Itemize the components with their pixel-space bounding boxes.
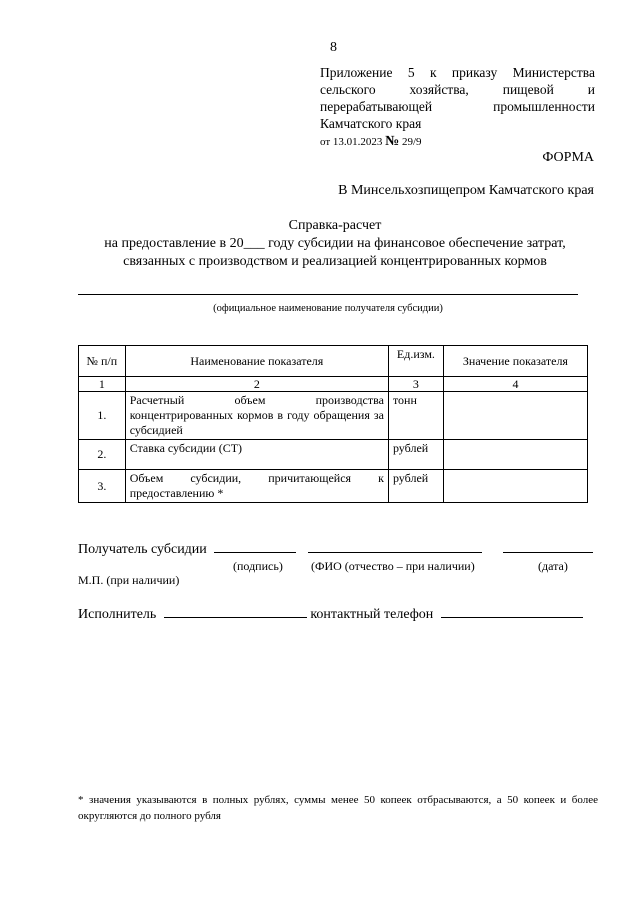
fio-line[interactable] <box>308 540 482 553</box>
phone-line[interactable] <box>441 605 583 618</box>
appendix-line-2: сельского хозяйства, пищевой и <box>320 82 595 97</box>
row-1-name <box>125 392 388 440</box>
column-numbers-row <box>79 377 588 392</box>
row-2-num: 2. <box>79 440 126 470</box>
row-1-value[interactable] <box>443 392 587 440</box>
organization-name-line <box>78 294 578 295</box>
order-date: от 13.01.2023 <box>320 136 383 148</box>
date-line[interactable] <box>503 540 593 553</box>
footnote: * значения указываются в полных рублях, суммы менее 50 копеек отбрасываются, а 50 копеек и более округляются до полного рубля <box>78 794 598 822</box>
appendix-line-1: Приложение 5 к приказу Министерства <box>320 65 595 80</box>
row-1-name-line1: Расчетный объем производства <box>129 393 384 407</box>
page-number: 8 <box>330 40 337 55</box>
executor-line[interactable] <box>164 605 307 618</box>
row-3-name-rest: предоставлению * <box>129 486 224 500</box>
organization-caption: (официальное наименование получателя субсидии) <box>213 303 443 314</box>
appendix-line-4: Камчатского края <box>320 116 422 131</box>
header-value: Значение показателя <box>443 346 587 377</box>
order-number: 29/9 <box>402 136 422 148</box>
signature-line[interactable] <box>214 540 296 553</box>
header-num: № п/п <box>79 346 126 377</box>
row-1-name-rest: концентрированных кормов в году обращения за субсидией <box>129 408 384 437</box>
signature-row <box>78 540 593 558</box>
caption-fio: (ФИО (отчество – при наличии) <box>311 559 475 573</box>
appendix-block <box>320 64 595 151</box>
title-line-1: Справка-расчет <box>288 218 382 233</box>
row-2-unit: рублей <box>388 440 443 470</box>
table-row <box>79 440 588 470</box>
table-row <box>79 392 588 440</box>
col-number-2: 2 <box>125 377 388 392</box>
row-2-value[interactable] <box>443 440 587 470</box>
row-1-num: 1. <box>79 392 126 440</box>
title-line-3: связанных с производством и реализацией концентрированных кормов <box>123 254 547 269</box>
row-3-unit: рублей <box>388 470 443 503</box>
form-label: ФОРМА <box>542 150 594 165</box>
title-line-2: на предоставление в 20___ году субсидии на финансовое обеспечение затрат, <box>104 236 566 251</box>
header-unit: Ед.изм. <box>388 346 443 377</box>
order-line <box>320 133 595 151</box>
phone-label: контактный телефон <box>310 607 434 622</box>
row-3-name-line1: Объем субсидии, причитающейся к <box>129 471 384 485</box>
caption-signature: (подпись) <box>233 559 283 573</box>
executor-label: Исполнитель <box>78 607 157 622</box>
row-3-name <box>125 470 388 503</box>
table-header-row <box>79 346 588 377</box>
appendix-line-3: перерабатывающей промышленности <box>320 99 595 114</box>
header-name: Наименование показателя <box>125 346 388 377</box>
row-2-name: Ставка субсидии (СТ) <box>125 440 388 470</box>
col-number-3: 3 <box>388 377 443 392</box>
recipient-line: В Минсельхозпищепром Камчатского края <box>338 183 594 198</box>
row-3-num: 3. <box>79 470 126 503</box>
document-title <box>40 217 630 271</box>
col-number-1: 1 <box>79 377 126 392</box>
row-3-value[interactable] <box>443 470 587 503</box>
col-number-4: 4 <box>443 377 587 392</box>
indicators-table <box>78 345 588 503</box>
caption-date: (дата) <box>538 559 568 573</box>
row-1-unit: тонн <box>388 392 443 440</box>
executor-row <box>78 605 583 623</box>
order-number-sign: № <box>385 134 400 149</box>
signature-label: Получатель субсидии <box>78 542 207 557</box>
table-row <box>79 470 588 503</box>
seal-place: М.П. (при наличии) <box>78 573 180 587</box>
